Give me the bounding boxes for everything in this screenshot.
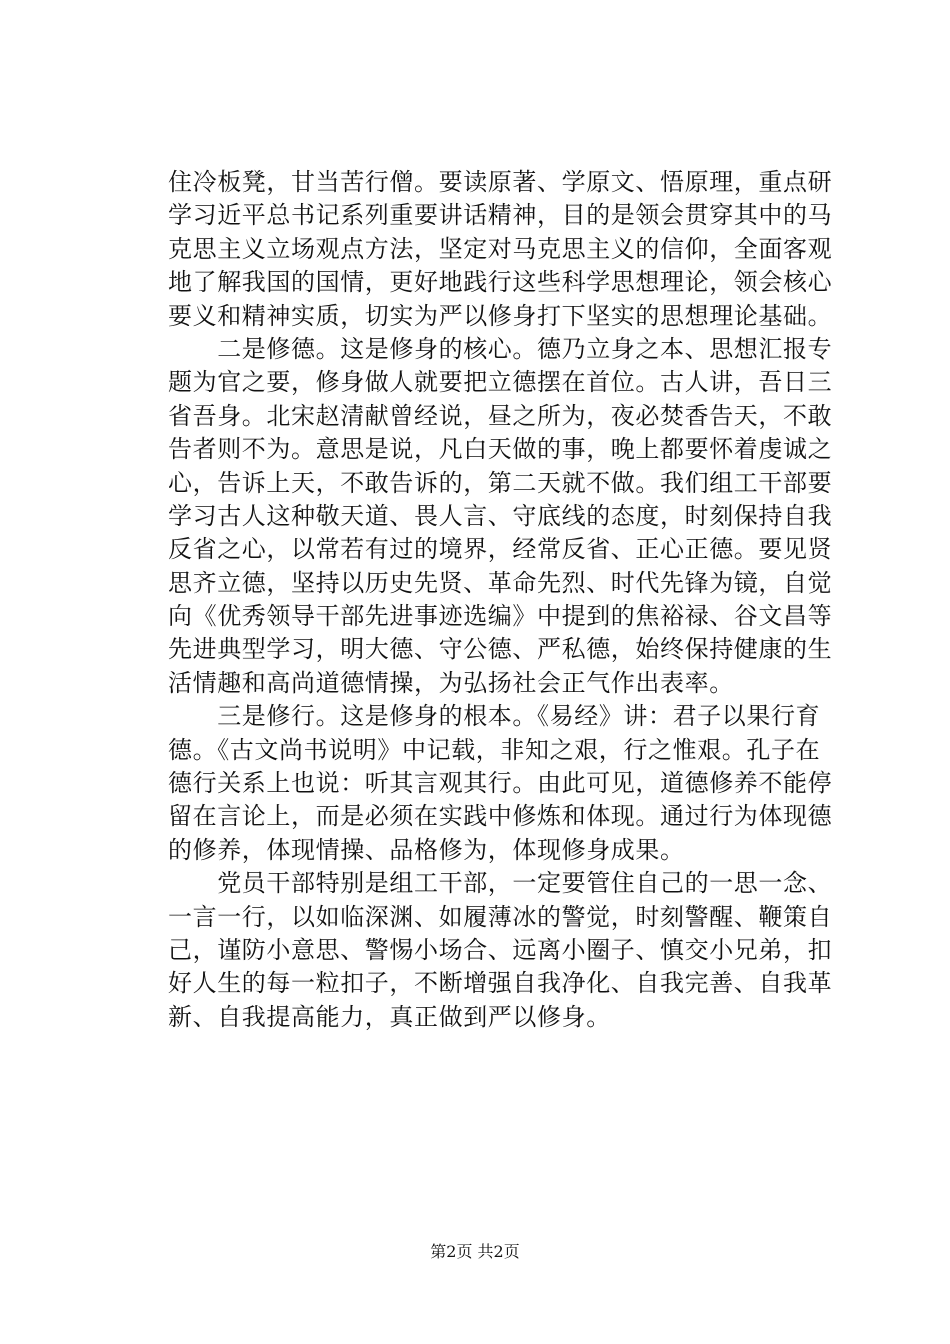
text-line: 留在言论上，而是必须在实践中修炼和体现。通过行为体现德 [168,802,833,831]
text-line: 好人生的每一粒扣子，不断增强自我净化、自我完善、自我革 [168,969,833,998]
page-number: 第2页 共2页 [430,1242,520,1261]
paragraph-cadres [168,867,833,1034]
text-line: 题为官之要，修身做人就要把立德摆在首位。古人讲，吾日三 [168,368,833,397]
text-line: 思齐立德，坚持以历史先贤、革命先烈、时代先锋为镜，自觉 [168,568,833,597]
paragraph-conduct [168,700,833,867]
text-line: 德。《古文尚书说明》中记载，非知之艰，行之惟艰。孔子在 [168,735,821,764]
page-footer [0,1241,950,1263]
text-line: 告者则不为。意思是说，凡白天做的事，晚上都要怀着虔诚之 [168,435,833,464]
text-line: 住冷板凳，甘当苦行僧。要读原著、学原文、悟原理，重点研 [168,168,833,196]
text-line: 的修养，体现情操、品格修为，体现修身成果。 [168,835,685,864]
text-line: 新、自我提高能力，真正做到严以修身。 [168,1002,611,1031]
text-line: 己，谨防小意思、警惕小场合、远离小圈子、慎交小兄弟，扣 [168,935,833,964]
text-line: 克思主义立场观点方法，坚定对马克思主义的信仰，全面客观 [168,234,833,263]
text-line: 一言一行，以如临深渊、如履薄冰的警觉，时刻警醒、鞭策自 [168,902,833,931]
text-line: 先进典型学习，明大德、守公德、严私德，始终保持健康的生 [168,635,833,664]
text-line: 三是修行。这是修身的根本。《易经》讲：君子以果行育 [168,702,821,731]
text-line: 心，告诉上天，不敢告诉的，第二天就不做。我们组工干部要 [168,468,833,497]
text-line: 活情趣和高尚道德情操，为弘扬社会正气作出表率。 [168,668,734,697]
document-body [168,166,833,1034]
paragraph-study [168,166,833,333]
text-line: 向《优秀领导干部先进事迹选编》中提到的焦裕禄、谷文昌等 [168,602,833,631]
text-line: 要义和精神实质，切实为严以修身打下坚实的思想理论基础。 [168,301,833,330]
text-line: 党员干部特别是组工干部，一定要管住自己的一思一念、 [168,869,833,898]
paragraph-virtue [168,333,833,700]
text-line: 学习近平总书记系列重要讲话精神，目的是领会贯穿其中的马 [168,201,833,230]
text-line: 反省之心，以常若有过的境界，经常反省、正心正德。要见贤 [168,535,833,564]
text-line: 二是修德。这是修身的核心。德乃立身之本、思想汇报专 [168,334,833,363]
text-line: 地了解我国的国情，更好地践行这些科学思想理论，领会核心 [168,268,833,297]
text-line: 省吾身。北宋赵清献曾经说，昼之所为，夜必焚香告天，不敢 [168,401,833,430]
text-line: 学习古人这种敬天道、畏人言、守底线的态度，时刻保持自我 [168,501,833,530]
text-line: 德行关系上也说：听其言观其行。由此可见，道德修养不能停 [168,769,833,798]
